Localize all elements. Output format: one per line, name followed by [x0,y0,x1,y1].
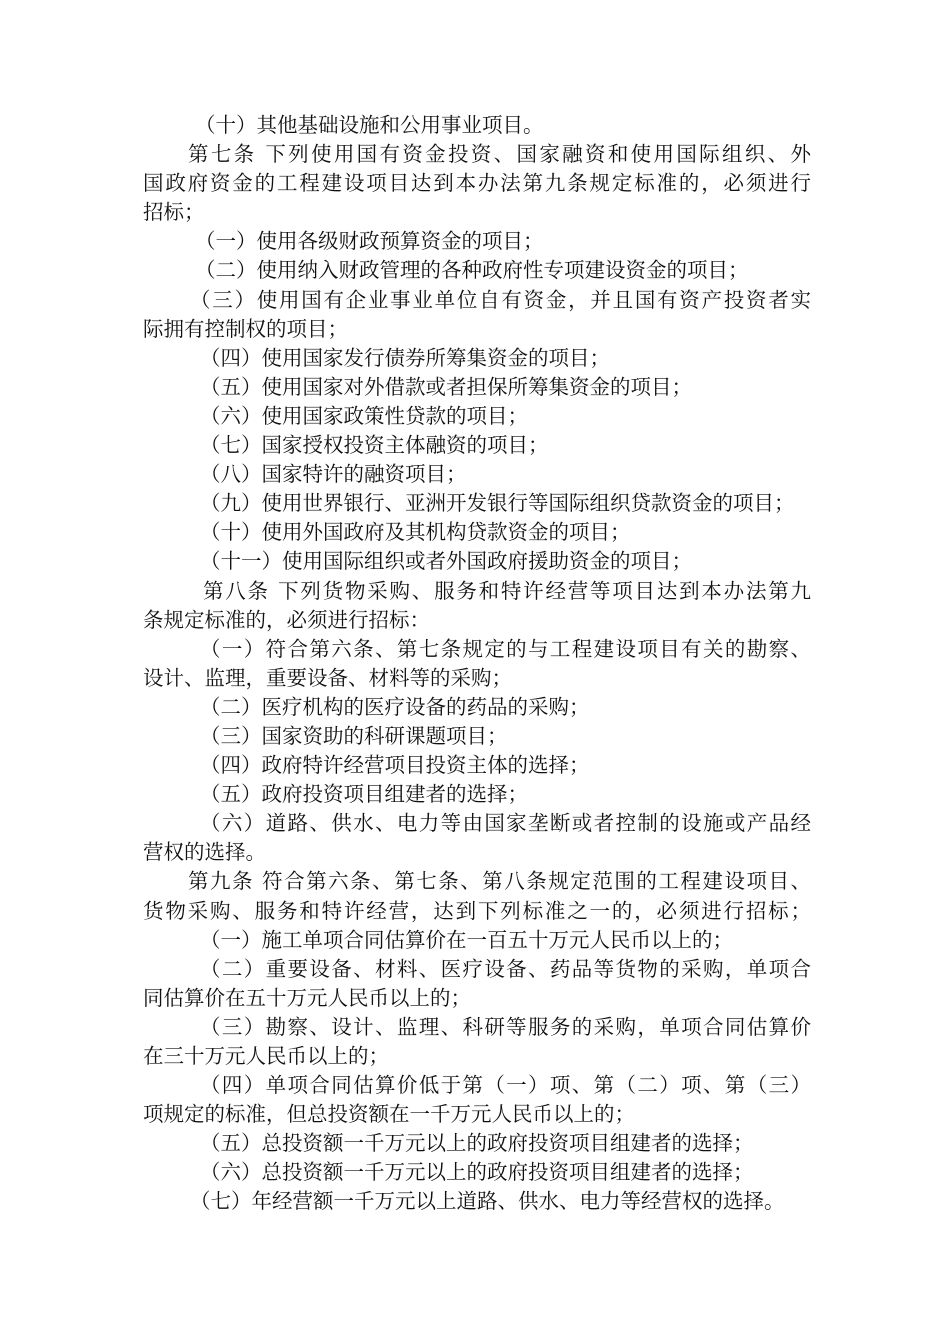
text-line: （三）国家资助的科研课题项目； [200,723,508,748]
text-line: （十）其他基础设施和公用事业项目。 [195,113,544,137]
text-line: （三）使用国有企业事业单位自有资金，并且国有资产投资者实 [190,287,811,312]
text-line: （五）政府投资项目组建者的选择； [200,782,528,807]
text-line: （二）重要设备、材料、医疗设备、药品等货物的采购，单项合 [200,956,811,981]
text-line: （一）使用各级财政预算资金的项目； [195,229,544,254]
text-line: （八）国家特许的融资项目； [200,462,467,487]
text-line: 营权的选择。 [143,840,266,865]
text-line: （四）使用国家发行债券所筹集资金的项目； [200,345,610,370]
text-line: 招标； [143,200,205,225]
text-line: （十一）使用国际组织或者外国政府援助资金的项目； [200,549,692,574]
article-heading-line: 第八条 下列货物采购、服务和特许经营等项目达到本办法第九 [203,578,811,603]
article-heading-line: 第七条 下列使用国有资金投资、国家融资和使用国际组织、外 [188,142,811,167]
text-line: （三）勘察、设计、监理、科研等服务的采购，单项合同估算价 [200,1014,811,1039]
text-line: （一）施工单项合同估算价在一百五十万元人民币以上的； [200,927,733,952]
text-line: （六）总投资额一千万元以上的政府投资项目组建者的选择； [200,1160,754,1185]
text-line: （二）医疗机构的医疗设备的药品的采购； [200,694,590,719]
document-body [143,111,811,1217]
text-line: 设计、监理，重要设备、材料等的采购； [143,665,512,690]
text-line: （五）使用国家对外借款或者担保所筹集资金的项目； [200,374,692,399]
article-heading-line: 第九条 符合第六条、第七条、第八条规定范围的工程建设项目、 [188,869,811,894]
text-line: （七）年经营额一千万元以上道路、供水、电力等经营权的选择。 [190,1189,785,1214]
text-line: （六）使用国家政策性贷款的项目； [200,403,528,428]
text-line: （二）使用纳入财政管理的各种政府性专项建设资金的项目； [195,258,749,283]
text-line: 同估算价在五十万元人民币以上的； [143,985,471,1010]
text-line: 国政府资金的工程建设项目达到本办法第九条规定标准的，必须进行 [143,171,811,196]
text-line: 在三十万元人民币以上的； [143,1044,389,1068]
text-line: （一）符合第六条、第七条规定的与工程建设项目有关的勘察、 [200,636,811,661]
text-line: （五）总投资额一千万元以上的政府投资项目组建者的选择； [200,1131,754,1156]
text-line: （七）国家授权投资主体融资的项目； [200,433,549,458]
text-line: （六）道路、供水、电力等由国家垄断或者控制的设施或产品经 [200,811,811,836]
text-line: （十）使用外国政府及其机构贷款资金的项目； [200,520,631,545]
text-line: （九）使用世界银行、亚洲开发银行等国际组织贷款资金的项目； [200,491,795,516]
text-line: 际拥有控制权的项目； [143,316,348,341]
text-line: 货物采购、服务和特许经营，达到下列标准之一的，必须进行招标； [143,898,811,923]
text-line: （四）政府特许经营项目投资主体的选择； [200,753,590,778]
text-line: 条规定标准的，必须进行招标： [143,607,430,632]
text-line: 项规定的标准，但总投资额在一千万元人民币以上的； [143,1102,635,1127]
text-line: （四）单项合同估算价低于第（一）项、第（二）项、第（三） [200,1073,811,1098]
